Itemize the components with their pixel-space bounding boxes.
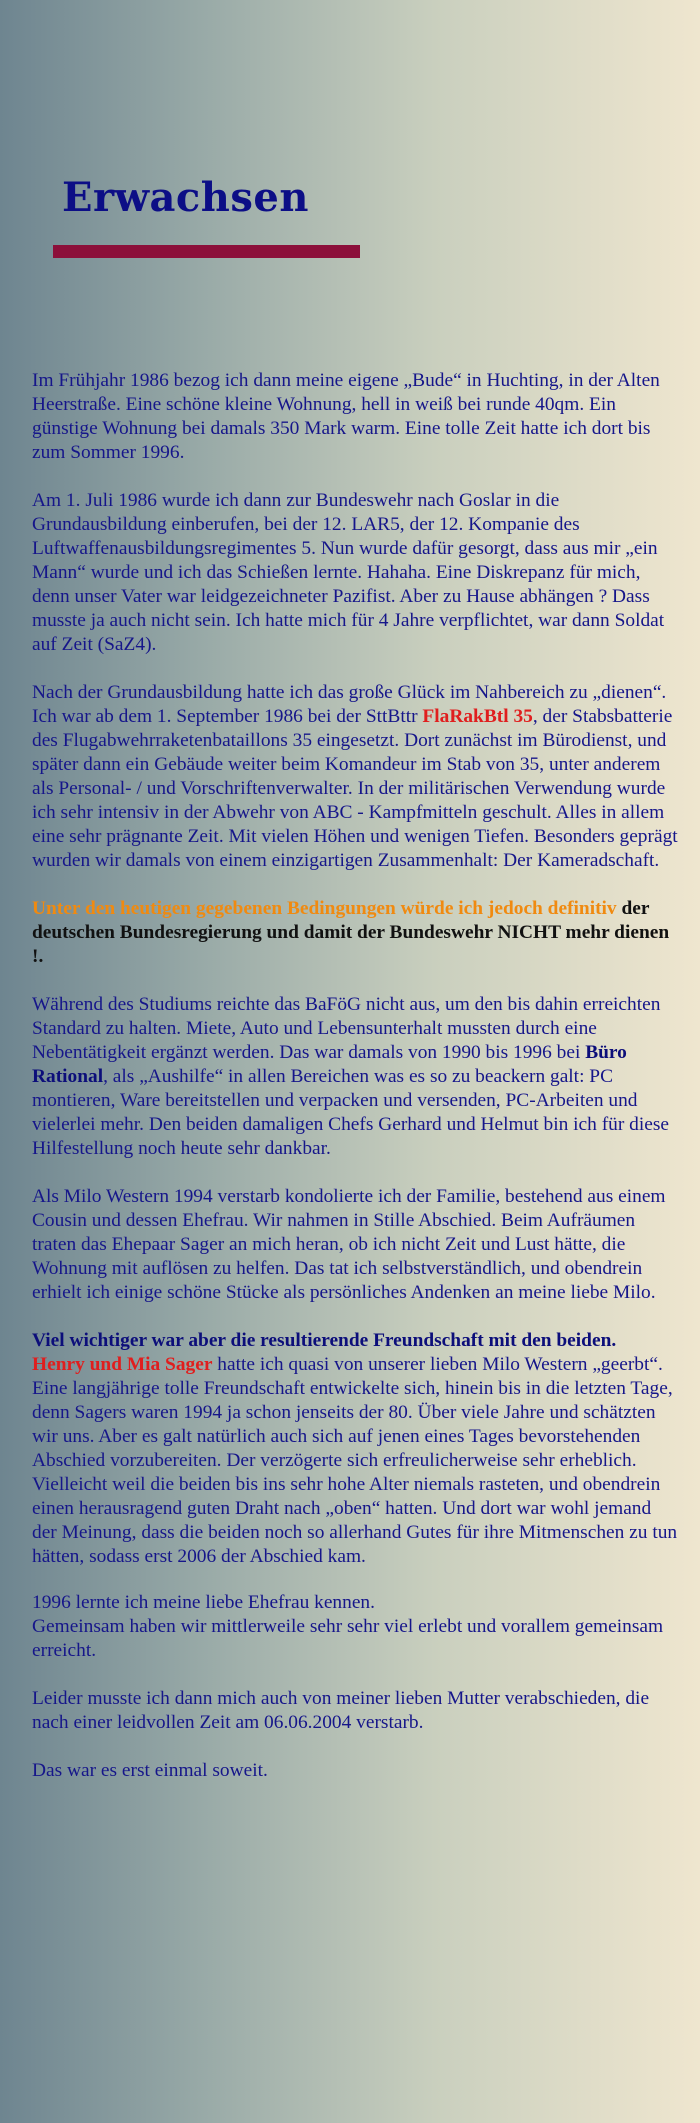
article-body bbox=[32, 369, 680, 1807]
paragraph-service bbox=[32, 681, 680, 873]
paragraph-friendship-text: hatte ich quasi von unserer lieben Milo Western „geerbt“. Eine langjährige tolle Freundschaft entwickelte sich, hinein bis in die letzten Tage, denn Sagers waren 1994 ja schon jenseits der 80. Über viele Jahre und schätzten wir uns. Aber es galt natürlich auch sich auf jenen eines Tages bevorstehenden Abschied vorzubereiten. Der verzögerte sich erfreulicherweise sehr erheblich. Vielleicht weil die beiden bis ins sehr hohe Alter niemals rasteten, und obendrein einen herausragend guten Draht nach „oben“ hatten. Und dort war wohl jemand der Meinung, dass die beiden noch so allerhand Gutes für ihre Mitmenschen zu tun hätten, sodass erst 2006 der Abschied kam. bbox=[32, 1354, 678, 1567]
paragraph-friendship bbox=[32, 1329, 680, 1569]
paragraph-service-text-before: Nach der Grundausbildung hatte ich das große Glück im Nahbereich zu „dienen“. Ich war ab dem 1. September 1986 bei der SttBttr bbox=[32, 682, 667, 727]
statement-highlight: Unter den heutigen gegebenen Bedingungen würde ich jedoch definitiv bbox=[32, 898, 617, 919]
paragraph-milo: Als Milo Western 1994 verstarb kondolierte ich der Familie, bestehend aus einem Cousin und dessen Ehefrau. Wir nahmen in Stille Abschied. Beim Aufräumen traten das Ehepaar Sager an mich heran, ob ich nicht Zeit und Lust hätte, die Wohnung mit auflösen zu helfen. Das tat ich selbstverständlich, und obendrein erhielt ich einige schöne Stücke als persönliches Andenken an meine liebe Milo. bbox=[32, 1186, 666, 1303]
page-title: Erwachsen bbox=[62, 174, 309, 221]
wife-line-1: 1996 lernte ich meine liebe Ehefrau kennen. bbox=[32, 1592, 375, 1613]
paragraph-closing: Das war es erst einmal soweit. bbox=[32, 1760, 268, 1781]
friendship-lead: Viel wichtiger war aber die resultierende Freundschaft mit den beiden. bbox=[32, 1330, 617, 1351]
paragraph-statement bbox=[32, 897, 680, 969]
paragraph-wife bbox=[32, 1591, 680, 1663]
statement-text: der deutschen Bundesregierung und damit der Bundeswehr NICHT mehr dienen !. bbox=[32, 898, 670, 967]
paragraph-side-job-text-after: , als „Aushilfe“ in allen Bereichen was es so zu beackern galt: PC montieren, Ware bereitstellen und verpacken und versenden, PC-Arbeiten und vielerlei mehr. Den beiden damaligen Chefs Gerhard und Helmut bin ich für diese Hilfestellung noch heute sehr dankbar. bbox=[32, 1066, 669, 1159]
paragraph-basic-training: Am 1. Juli 1986 wurde ich dann zur Bundeswehr nach Goslar in die Grundausbildung einberufen, bei der 12. LAR5, der 12. Kompanie des Luftwaffenausbildungsregimentes 5. Nun wurde dafür gesorgt, dass aus mir „ein Mann“ wurde und ich das Schießen lernte. Hahaha. Eine Diskrepanz für mich, denn unser Vater war leidgezeichneter Pazifist. Aber zu Hause abhängen ? Dass musste ja auch nicht sein. Ich hatte mich für 4 Jahre verpflichtet, war dann Soldat auf Zeit (SaZ4). bbox=[32, 490, 665, 655]
title-underline-bar bbox=[53, 245, 360, 258]
paragraph-mother: Leider musste ich dann mich auch von meiner lieben Mutter verabschieden, die nach einer leidvollen Zeit am 06.06.2004 verstarb. bbox=[32, 1688, 650, 1733]
paragraph-service-text-after: , der Stabsbatterie des Flugabwehrraketenbataillons 35 eingesetzt. Dort zunächst im Bürodienst, und später dann ein Gebäude weiter beim Komandeur im Stab von 35, unter anderem als Personal- / und Vorschriftenverwalter. In der militärischen Verwendung wurde ich sehr intensiv in der Abwehr von ABC - Kampfmitteln geschult. Alles in allem eine sehr prägnante Zeit. Mit vielen Höhen und wenigen Tiefen. Besonders geprägt wurden wir damals von einem einzigartigen Zusammenhalt: Der Kameradschaft. bbox=[32, 706, 678, 871]
paragraph-side-job bbox=[32, 993, 680, 1161]
company-name: Büro Rational bbox=[32, 1042, 627, 1087]
paragraph-apartment: Im Frühjahr 1986 bezog ich dann meine eigene „Bude“ in Huchting, in der Alten Heerstraße. Eine schöne kleine Wohnung, hell in weiß bei runde 40qm. Ein günstige Wohnung bei damals 350 Mark warm. Eine tolle Zeit hatte ich dort bis zum Sommer 1996. bbox=[32, 370, 660, 463]
friends-names-highlight: Henry und Mia Sager bbox=[32, 1354, 213, 1375]
wife-line-2: Gemeinsam haben wir mittlerweile sehr sehr viel erlebt und vorallem gemeinsam erreicht. bbox=[32, 1616, 664, 1661]
unit-highlight: FlaRakBtl 35 bbox=[422, 706, 533, 727]
paragraph-side-job-text-before: Während des Studiums reichte das BaFöG nicht aus, um den bis dahin erreichten Standard zu halten. Miete, Auto und Lebensunterhalt mussten durch eine Nebentätigkeit ergänzt werden. Das war damals von 1990 bis 1996 bei bbox=[32, 994, 661, 1063]
